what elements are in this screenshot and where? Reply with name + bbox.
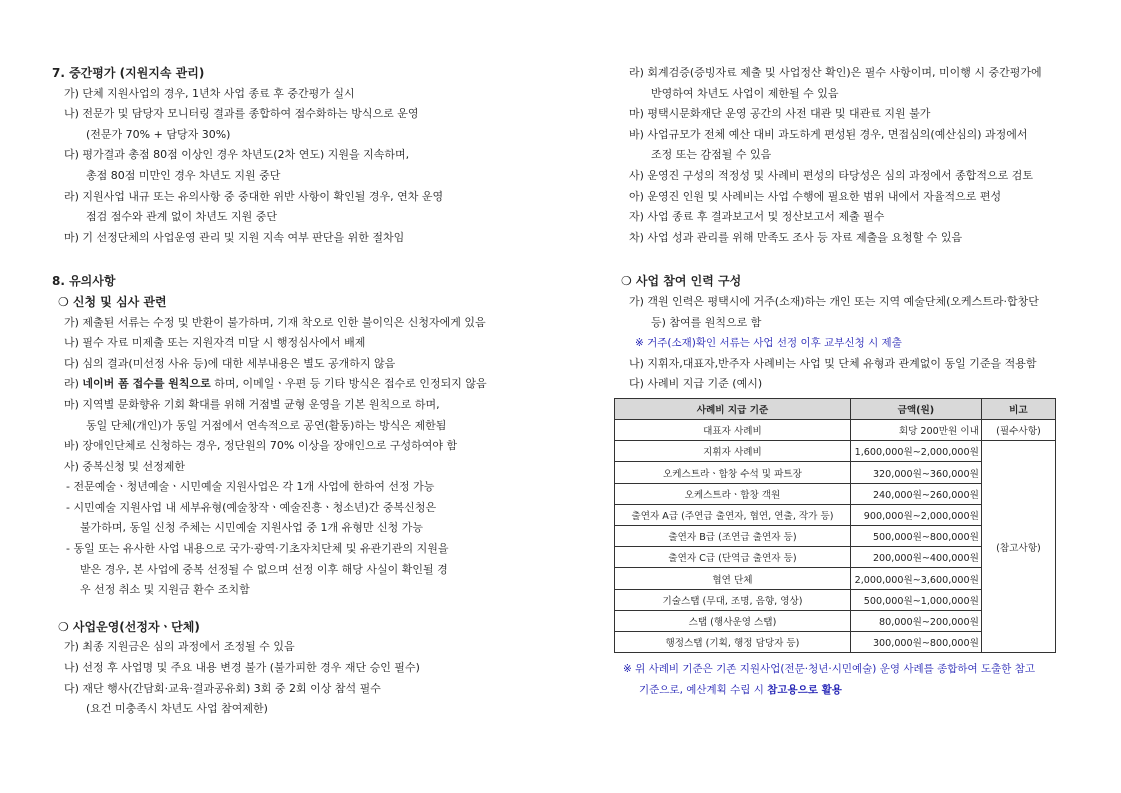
- cell-criteria: 스탭 (행사운영 스탭): [615, 610, 851, 631]
- cell-amount: 2,000,000원~3,600,000원: [850, 568, 981, 589]
- footnote-emphasis: 참고용으로 활용: [767, 683, 842, 696]
- cell-criteria: 출연자 C급 (단역급 출연자 등): [615, 547, 851, 568]
- list-item: 마) 평택시문화재단 운영 공간의 사전 대관 및 대관료 지원 불가: [629, 107, 931, 121]
- list-item: - 시민예술 지원사업 내 세부유형(예술창작ㆍ예술진흥ㆍ청소년)간 중복신청은: [66, 500, 437, 514]
- header-note: 비고: [981, 398, 1055, 419]
- cell-amount: 200,000원~400,000원: [850, 547, 981, 568]
- cell-criteria: 지휘자 사례비: [615, 441, 851, 462]
- list-item: 점검 점수와 관계 없이 차년도 지원 중단: [86, 210, 277, 224]
- list-item: 불가하며, 동일 신청 주체는 시민예술 지원사업 중 1개 유형만 신청 가능: [80, 521, 423, 535]
- cell-amount: 80,000원~200,000원: [850, 610, 981, 631]
- list-item: 다) 사례비 지급 기준 (예시): [629, 377, 763, 391]
- cell-criteria: 오케스트라ㆍ합창 수석 및 파트장: [615, 462, 851, 483]
- list-item: 사) 중복신청 및 선정제한: [64, 459, 186, 473]
- list-item: 다) 평가결과 총점 80점 이상인 경우 차년도(2차 연도) 지원을 지속하며,: [64, 148, 410, 162]
- table-row: [615, 441, 1056, 462]
- emphasis-text: 네이버 폼 접수를 원칙으로: [82, 377, 211, 391]
- cell-criteria: 출연자 A급 (주연급 출연자, 협연, 연출, 작가 등): [615, 504, 851, 525]
- list-item: 마) 기 선정단체의 사업운영 관리 및 지원 지속 여부 판단을 위한 절차임: [64, 230, 405, 244]
- cell-criteria: 출연자 B급 (조연급 출연자 등): [615, 526, 851, 547]
- residency-note: ※ 거주(소재)확인 서류는 사업 선정 이후 교부신청 시 제출: [635, 337, 902, 350]
- header-criteria: 사례비 지급 기준: [615, 398, 851, 419]
- cell-amount: 300,000원~800,000원: [850, 631, 981, 652]
- list-item: 받은 경우, 본 사업에 중복 선정될 수 없으며 선정 이후 해당 사실이 확인될 경: [80, 562, 448, 576]
- cell-criteria: 대표자 사례비: [615, 420, 851, 441]
- list-item: 나) 필수 자료 미제출 또는 지원자격 미달 시 행정심사에서 배제: [64, 336, 366, 350]
- list-item: 라) 회계검증(증빙자료 제출 및 사업정산 확인)은 필수 사항이며, 미이행 시 중간평가에: [629, 66, 1042, 79]
- left-column: [52, 63, 522, 720]
- list-text: 하며, 이메일ㆍ우편 등 기타 방식은 접수로 인정되지 않음: [210, 377, 487, 391]
- list-item: (요건 미충족시 차년도 사업 참여제한): [86, 702, 268, 716]
- list-item: - 동일 또는 유사한 사업 내용으로 국가·광역·기초자치단체 및 유관기관의 지원을: [66, 542, 449, 556]
- list-item: 조정 또는 감점될 수 있음: [651, 148, 772, 162]
- header-amount: 금액(원): [850, 398, 981, 419]
- list-item: 마) 지역별 문화향유 기회 확대를 위해 거점별 균형 운영을 기본 원칙으로 하며,: [64, 397, 440, 411]
- cell-criteria: 기술스탭 (무대, 조명, 음향, 영상): [615, 589, 851, 610]
- list-item: 나) 지휘자,대표자,반주자 사례비는 사업 및 단체 유형과 관계없이 동일 기준을 적용함: [629, 356, 1037, 370]
- cell-amount: 240,000원~260,000원: [850, 483, 981, 504]
- table-header-row: [615, 398, 1056, 419]
- list-item: 가) 최종 지원금은 심의 과정에서 조정될 수 있음: [64, 640, 295, 654]
- cell-amount: 회당 200만원 이내: [850, 420, 981, 441]
- list-item: 가) 제출된 서류는 수정 및 반환이 불가하며, 기재 착오로 인한 불이익은 신청자에게 있음: [64, 315, 486, 329]
- footnote-line: ※ 위 사례비 기준은 기존 지원사업(전문·청년·시민예술) 운영 사례를 종합하여 도출한 참고: [623, 663, 1036, 676]
- cell-criteria: 행정스탭 (기획, 행정 담당자 등): [615, 631, 851, 652]
- cell-note-merged: (참고사항): [981, 441, 1055, 653]
- footnote-text: 기준으로, 예산계획 수립 시: [639, 683, 768, 696]
- list-item: 등) 참여를 원칙으로 함: [651, 315, 762, 329]
- right-column: [617, 63, 1067, 700]
- list-item: 다) 심의 결과(미선정 사유 등)에 대한 세부내용은 별도 공개하지 않음: [64, 356, 396, 370]
- cell-amount: 500,000원~1,000,000원: [850, 589, 981, 610]
- section-7-title: 7. 중간평가 (지원지속 관리): [52, 66, 205, 80]
- list-item: 가) 단체 지원사업의 경우, 1년차 사업 종료 후 중간평가 실시: [64, 86, 355, 100]
- table-row: [615, 420, 1056, 441]
- cell-amount: 320,000원~360,000원: [850, 462, 981, 483]
- list-item: 동일 단체(개인)가 동일 거점에서 연속적으로 공연(활동)하는 방식은 제한됨: [86, 418, 447, 432]
- list-item: 우 선정 취소 및 지원금 환수 조치함: [80, 583, 250, 597]
- cell-criteria: 협연 단체: [615, 568, 851, 589]
- cell-amount: 1,600,000원~2,000,000원: [850, 441, 981, 462]
- list-item: 나) 전문가 및 담당자 모니터링 결과를 종합하여 점수화하는 방식으로 운영: [64, 107, 419, 121]
- list-item: 아) 운영진 인원 및 사례비는 사업 수행에 필요한 범위 내에서 자율적으로 편성: [629, 189, 1002, 203]
- cell-criteria: 오케스트라ㆍ합창 객원: [615, 483, 851, 504]
- list-item: 차) 사업 성과 관리를 위해 만족도 조사 등 자료 제출을 요청할 수 있음: [629, 230, 963, 244]
- subsection-staffing: ❍ 사업 참여 인력 구성: [621, 274, 742, 289]
- list-item: - 전문예술ㆍ청년예술ㆍ시민예술 지원사업은 각 1개 사업에 한하여 선정 가능: [66, 480, 435, 494]
- footnote-line: [617, 680, 1067, 701]
- cell-amount: 500,000원~800,000원: [850, 526, 981, 547]
- list-item: 사) 운영진 구성의 적정성 및 사례비 편성의 타당성은 심의 과정에서 종합적으로 검토: [629, 168, 1034, 182]
- subsection-application-review: ❍ 신청 및 심사 관련: [58, 294, 167, 309]
- list-item: (전문가 70% + 담당자 30%): [86, 127, 231, 141]
- list-item: 나) 선정 후 사업명 및 주요 내용 변경 불가 (불가피한 경우 재단 승인 필수): [64, 661, 420, 675]
- list-item: 바) 장애인단체로 신청하는 경우, 정단원의 70% 이상을 장애인으로 구성하여야 함: [64, 439, 458, 453]
- list-item: 반영하여 차년도 사업이 제한될 수 있음: [651, 86, 839, 100]
- list-prefix: 라): [64, 377, 83, 391]
- list-item: 바) 사업규모가 전체 예산 대비 과도하게 편성된 경우, 면접심의(예산심의) 과정에서: [629, 127, 1028, 141]
- list-item: 가) 객원 인력은 평택시에 거주(소재)하는 개인 또는 지역 예술단체(오케스트라·합창단: [629, 294, 1039, 308]
- cell-note: (필수사항): [981, 420, 1055, 441]
- list-item: 라) 지원사업 내규 또는 유의사항 중 중대한 위반 사항이 확인될 경우, 연차 운영: [64, 189, 444, 203]
- section-8-title: 8. 유의사항: [52, 274, 116, 289]
- subsection-operation: ❍ 사업운영(선정자ㆍ단체): [58, 619, 200, 634]
- cell-amount: 900,000원~2,000,000원: [850, 504, 981, 525]
- list-item: [52, 374, 522, 395]
- list-item: 자) 사업 종료 후 결과보고서 및 정산보고서 제출 필수: [629, 210, 885, 224]
- fee-table: [614, 398, 1056, 653]
- list-item: 다) 재단 행사(간담회·교육·결과공유회) 3회 중 2회 이상 참석 필수: [64, 681, 381, 695]
- list-item: 총점 80점 미만인 경우 차년도 지원 중단: [86, 168, 281, 182]
